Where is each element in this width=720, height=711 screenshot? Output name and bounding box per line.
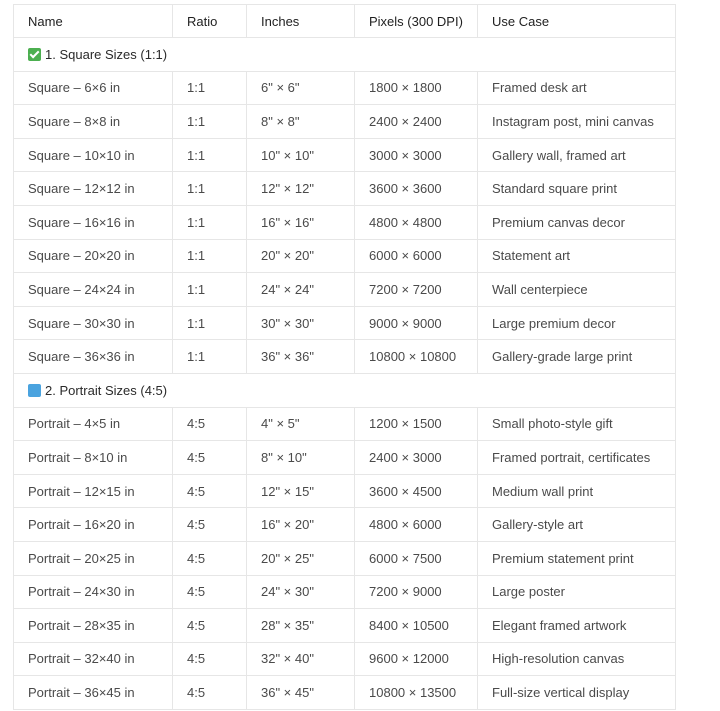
table-row <box>14 474 676 508</box>
cell-name: Portrait – 8×10 in <box>14 441 173 475</box>
cell-ratio: 4:5 <box>173 508 247 542</box>
size-table-container <box>13 4 675 710</box>
table-row <box>14 407 676 441</box>
cell-inches: 36" × 45" <box>247 676 355 710</box>
table-row <box>14 508 676 542</box>
cell-use-case: Large premium decor <box>478 306 676 340</box>
cell-inches: 4" × 5" <box>247 407 355 441</box>
cell-ratio: 1:1 <box>173 306 247 340</box>
table-row <box>14 642 676 676</box>
cell-ratio: 1:1 <box>173 273 247 307</box>
cell-pixels: 3000 × 3000 <box>355 138 478 172</box>
cell-name: Portrait – 28×35 in <box>14 609 173 643</box>
cell-name: Square – 36×36 in <box>14 340 173 374</box>
cell-pixels: 9600 × 12000 <box>355 642 478 676</box>
cell-ratio: 4:5 <box>173 609 247 643</box>
cell-pixels: 6000 × 7500 <box>355 541 478 575</box>
cell-name: Portrait – 24×30 in <box>14 575 173 609</box>
cell-ratio: 1:1 <box>173 105 247 139</box>
cell-pixels: 6000 × 6000 <box>355 239 478 273</box>
cell-use-case: Standard square print <box>478 172 676 206</box>
cell-inches: 36" × 36" <box>247 340 355 374</box>
table-row <box>14 71 676 105</box>
cell-ratio: 4:5 <box>173 575 247 609</box>
section-title: 1. Square Sizes (1:1) <box>45 46 168 62</box>
header-name: Name <box>14 5 173 38</box>
cell-use-case: Gallery-grade large print <box>478 340 676 374</box>
cell-inches: 32" × 40" <box>247 642 355 676</box>
cell-inches: 24" × 24" <box>247 273 355 307</box>
table-body <box>14 38 676 710</box>
header-ratio: Ratio <box>173 5 247 38</box>
table-row <box>14 239 676 273</box>
cell-name: Portrait – 20×25 in <box>14 541 173 575</box>
cell-use-case: Statement art <box>478 239 676 273</box>
cell-ratio: 4:5 <box>173 541 247 575</box>
cell-ratio: 1:1 <box>173 138 247 172</box>
cell-ratio: 4:5 <box>173 441 247 475</box>
cell-pixels: 10800 × 13500 <box>355 676 478 710</box>
cell-pixels: 7200 × 7200 <box>355 273 478 307</box>
table-row <box>14 609 676 643</box>
cell-pixels: 1800 × 1800 <box>355 71 478 105</box>
cell-use-case: Gallery wall, framed art <box>478 138 676 172</box>
table-row <box>14 172 676 206</box>
cell-name: Square – 16×16 in <box>14 205 173 239</box>
cell-pixels: 1200 × 1500 <box>355 407 478 441</box>
cell-use-case: Premium canvas decor <box>478 205 676 239</box>
blue-square-icon <box>28 384 41 397</box>
cell-use-case: Premium statement print <box>478 541 676 575</box>
header-use-case: Use Case <box>478 5 676 38</box>
section-header-row <box>14 38 676 72</box>
cell-ratio: 4:5 <box>173 474 247 508</box>
cell-name: Portrait – 16×20 in <box>14 508 173 542</box>
table-row <box>14 441 676 475</box>
cell-name: Square – 12×12 in <box>14 172 173 206</box>
cell-inches: 20" × 25" <box>247 541 355 575</box>
cell-pixels: 3600 × 3600 <box>355 172 478 206</box>
cell-use-case: Framed portrait, certificates <box>478 441 676 475</box>
cell-inches: 12" × 12" <box>247 172 355 206</box>
cell-ratio: 4:5 <box>173 642 247 676</box>
section-title: 2. Portrait Sizes (4:5) <box>45 382 168 398</box>
cell-pixels: 10800 × 10800 <box>355 340 478 374</box>
cell-inches: 10" × 10" <box>247 138 355 172</box>
cell-name: Square – 8×8 in <box>14 105 173 139</box>
cell-ratio: 1:1 <box>173 239 247 273</box>
table-row <box>14 273 676 307</box>
table-row <box>14 205 676 239</box>
cell-inches: 30" × 30" <box>247 306 355 340</box>
cell-ratio: 4:5 <box>173 676 247 710</box>
cell-use-case: Medium wall print <box>478 474 676 508</box>
table-row <box>14 138 676 172</box>
cell-ratio: 1:1 <box>173 205 247 239</box>
cell-inches: 24" × 30" <box>247 575 355 609</box>
table-row <box>14 306 676 340</box>
cell-inches: 8" × 10" <box>247 441 355 475</box>
cell-pixels: 8400 × 10500 <box>355 609 478 643</box>
cell-use-case: Small photo-style gift <box>478 407 676 441</box>
cell-use-case: Full-size vertical display <box>478 676 676 710</box>
cell-use-case: Elegant framed artwork <box>478 609 676 643</box>
cell-pixels: 7200 × 9000 <box>355 575 478 609</box>
cell-inches: 16" × 16" <box>247 205 355 239</box>
cell-name: Square – 20×20 in <box>14 239 173 273</box>
print-size-table <box>13 4 676 710</box>
table-row <box>14 340 676 374</box>
cell-inches: 12" × 15" <box>247 474 355 508</box>
cell-use-case: Wall centerpiece <box>478 273 676 307</box>
header-pixels: Pixels (300 DPI) <box>355 5 478 38</box>
cell-use-case: Gallery-style art <box>478 508 676 542</box>
cell-inches: 6" × 6" <box>247 71 355 105</box>
section-title-cell <box>14 38 676 72</box>
cell-name: Portrait – 32×40 in <box>14 642 173 676</box>
cell-ratio: 1:1 <box>173 340 247 374</box>
cell-name: Portrait – 12×15 in <box>14 474 173 508</box>
cell-use-case: Large poster <box>478 575 676 609</box>
cell-name: Portrait – 36×45 in <box>14 676 173 710</box>
cell-name: Square – 30×30 in <box>14 306 173 340</box>
section-title-cell <box>14 373 676 407</box>
table-row <box>14 105 676 139</box>
cell-pixels: 4800 × 6000 <box>355 508 478 542</box>
cell-inches: 20" × 20" <box>247 239 355 273</box>
cell-use-case: Instagram post, mini canvas <box>478 105 676 139</box>
cell-name: Square – 6×6 in <box>14 71 173 105</box>
table-row <box>14 541 676 575</box>
cell-inches: 16" × 20" <box>247 508 355 542</box>
cell-name: Square – 24×24 in <box>14 273 173 307</box>
cell-ratio: 1:1 <box>173 172 247 206</box>
header-inches: Inches <box>247 5 355 38</box>
table-row <box>14 575 676 609</box>
cell-pixels: 2400 × 3000 <box>355 441 478 475</box>
cell-use-case: Framed desk art <box>478 71 676 105</box>
table-row <box>14 676 676 710</box>
cell-pixels: 2400 × 2400 <box>355 105 478 139</box>
cell-pixels: 3600 × 4500 <box>355 474 478 508</box>
cell-use-case: High-resolution canvas <box>478 642 676 676</box>
cell-name: Square – 10×10 in <box>14 138 173 172</box>
cell-pixels: 9000 × 9000 <box>355 306 478 340</box>
cell-ratio: 1:1 <box>173 71 247 105</box>
cell-pixels: 4800 × 4800 <box>355 205 478 239</box>
cell-inches: 8" × 8" <box>247 105 355 139</box>
section-header-row <box>14 373 676 407</box>
cell-name: Portrait – 4×5 in <box>14 407 173 441</box>
cell-ratio: 4:5 <box>173 407 247 441</box>
table-header-row <box>14 5 676 38</box>
check-mark-icon <box>28 48 41 61</box>
cell-inches: 28" × 35" <box>247 609 355 643</box>
